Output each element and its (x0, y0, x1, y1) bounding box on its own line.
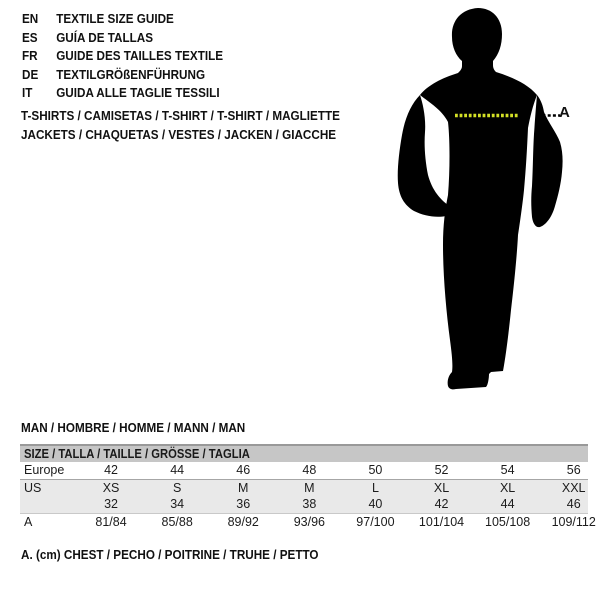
size-table-body (20, 462, 596, 530)
language-code: DE (22, 66, 39, 82)
language-row-fr (22, 47, 223, 66)
size-cell: 32 (104, 497, 118, 511)
size-table-header (20, 444, 588, 462)
size-cell: 50 (368, 463, 383, 477)
size-table (20, 444, 596, 530)
language-label: TEXTILE SIZE GUIDE (56, 11, 174, 26)
size-cell: 48 (302, 463, 317, 477)
language-row-en (22, 10, 223, 29)
size-cell: 46 (566, 497, 581, 511)
size-cell: 101/104 (418, 515, 465, 529)
category-line-tshirts: T-SHIRTS / CAMISETAS / T-SHIRT / T-SHIRT / MAGLIETTE (21, 108, 340, 123)
size-cell: 105/108 (485, 515, 531, 529)
category-list (21, 107, 375, 144)
section-title (21, 420, 270, 436)
size-cell: XL (433, 481, 450, 495)
size-cell: 56 (566, 463, 581, 477)
measurement-a-label: A (559, 104, 570, 121)
size-cell: L (371, 481, 379, 495)
size-cell: XL (499, 481, 516, 495)
size-cell: 34 (170, 497, 185, 511)
size-cell: 44 (170, 463, 185, 477)
size-cell: 81/84 (95, 515, 127, 529)
size-table-row-europe (20, 462, 588, 479)
size-cell: 54 (500, 463, 515, 477)
language-row-it (22, 84, 223, 103)
row-label: US (24, 481, 42, 495)
category-line-jackets: JACKETS / CHAQUETAS / VESTES / JACKEN / GIACCHE (21, 126, 337, 142)
man-silhouette (390, 0, 600, 400)
size-cell: 97/100 (356, 515, 395, 529)
size-cell: 93/96 (293, 515, 325, 529)
language-label: GUÍA DE TALLAS (56, 29, 154, 45)
language-code: EN (22, 11, 39, 26)
size-table-row-us (20, 479, 588, 496)
row-label: A (24, 515, 33, 529)
language-label: GUIDA ALLE TAGLIE TESSILI (56, 85, 220, 100)
size-cell: M (238, 481, 249, 495)
language-list (22, 10, 223, 103)
size-table-row-numeric (20, 496, 588, 513)
language-code: ES (22, 29, 38, 45)
footnote (21, 547, 352, 562)
size-cell: 109/112 (551, 515, 596, 529)
size-cell: 46 (236, 463, 251, 477)
row-label (20, 496, 78, 513)
size-cell: 44 (500, 497, 515, 511)
size-cell: 38 (302, 497, 317, 511)
size-cell: S (172, 481, 182, 495)
language-label: GUIDE DES TAILLES TEXTILE (56, 48, 224, 63)
language-row-de (22, 66, 223, 85)
row-label: Europe (24, 463, 65, 477)
size-cell: 52 (434, 463, 449, 477)
section-title-text: MAN / HOMBRE / HOMME / MANN / MAN (21, 420, 246, 435)
size-cell: 36 (236, 497, 251, 511)
footnote-text: A. (cm) CHEST / PECHO / POITRINE / TRUHE / PETTO (21, 547, 319, 562)
silhouette-right-arm (531, 95, 562, 227)
size-cell: 40 (368, 497, 383, 511)
language-code: IT (22, 85, 33, 100)
size-cell: XS (102, 481, 120, 495)
size-table-row-a (20, 513, 596, 530)
size-cell: 89/92 (227, 515, 259, 529)
language-row-es (22, 29, 223, 48)
size-cell: 42 (104, 463, 118, 477)
size-cell: 85/88 (161, 515, 193, 529)
size-cell: 42 (434, 497, 449, 511)
man-silhouette-graphic (390, 0, 600, 400)
size-cell: XXL (561, 481, 586, 495)
language-code: FR (22, 48, 38, 63)
size-table-header-text: SIZE / TALLA / TAILLE / GRÖSSE / TAGLIA (24, 447, 250, 461)
size-cell: M (304, 481, 315, 495)
language-label: TEXTILGRÖßENFÜHRUNG (56, 66, 206, 82)
